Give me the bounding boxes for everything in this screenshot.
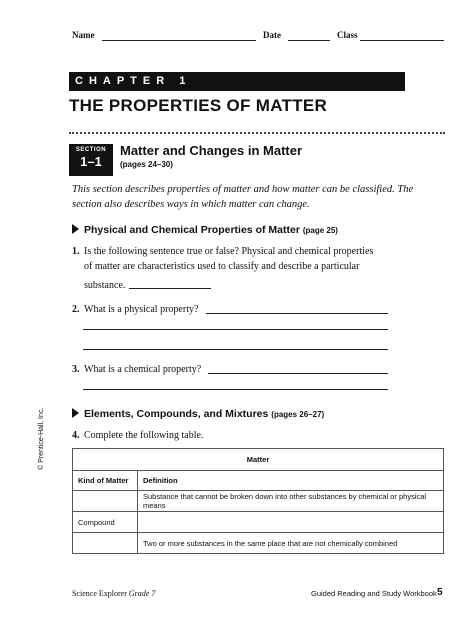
subhead-text: Elements, Compounds, and Mixtures xyxy=(84,408,269,420)
class-label: Class xyxy=(337,30,358,40)
chapter-title: THE PROPERTIES OF MATTER xyxy=(69,96,328,115)
copyright-note: © Prentice-Hall, Inc. xyxy=(38,407,45,470)
question-1-number: 1. xyxy=(72,246,80,257)
question-2-number: 2. xyxy=(72,304,80,315)
dotted-divider xyxy=(69,132,445,134)
subhead-pages: (page 25) xyxy=(302,226,338,235)
question-1-text-end: substance. xyxy=(84,280,126,291)
question-2-answer-line-2[interactable] xyxy=(83,329,388,330)
subhead-physical-chemical xyxy=(72,224,338,236)
section-pages: (pages 24–30) xyxy=(120,160,173,169)
table-title: Matter xyxy=(73,449,444,471)
section-intro: This section describes properties of matter and how matter can be classified. The section also describes ways in which matter can change. xyxy=(72,184,414,210)
section-badge xyxy=(69,144,113,176)
definition-cell[interactable]: Two or more substances in the same place that are not chemically combined xyxy=(138,533,444,554)
table-row xyxy=(73,512,444,533)
kind-cell[interactable] xyxy=(73,491,138,512)
footer-right: Guided Reading and Study Workbook xyxy=(311,589,437,598)
question-2-text: What is a physical property? xyxy=(84,304,199,315)
triangle-bullet-icon xyxy=(72,224,79,234)
definition-cell[interactable] xyxy=(138,512,444,533)
page-number: 5 xyxy=(437,587,443,598)
question-3-answer-line-2[interactable] xyxy=(83,389,388,390)
table-row xyxy=(73,533,444,554)
question-2-answer-line-1[interactable] xyxy=(206,313,388,314)
date-label: Date xyxy=(263,30,281,40)
class-field[interactable] xyxy=(360,40,444,41)
section-badge-number: 1–1 xyxy=(80,154,102,169)
chapter-banner: CHAPTER 1 xyxy=(69,72,405,91)
question-4-text: Complete the following table. xyxy=(84,430,204,441)
section-badge-label: SECTION xyxy=(75,147,107,153)
question-1-text: Is the following sentence true or false? Physical and chemical properties of matter are characteristics used to classify and describe a particular xyxy=(84,246,374,272)
question-4-number: 4. xyxy=(72,430,80,441)
matter-table xyxy=(72,448,444,554)
section-title: Matter and Changes in Matter xyxy=(120,143,303,158)
question-3-text: What is a chemical property? xyxy=(84,364,202,375)
question-3-number: 3. xyxy=(72,364,80,375)
triangle-bullet-icon xyxy=(72,408,79,418)
subhead-pages: (pages 26–27) xyxy=(271,410,325,419)
definition-cell[interactable]: Substance that cannot be broken down into other substances by chemical or physical means xyxy=(138,491,444,512)
footer-left: Science Explorer Grade 7 xyxy=(72,589,156,598)
name-field[interactable] xyxy=(102,40,256,41)
name-label: Name xyxy=(72,30,95,40)
table-row xyxy=(73,491,444,512)
column-header-kind: Kind of Matter xyxy=(73,471,138,491)
question-3-answer-line-1[interactable] xyxy=(208,373,388,374)
kind-cell[interactable]: Compound xyxy=(73,512,138,533)
subhead-elements-compounds xyxy=(72,408,324,420)
date-field[interactable] xyxy=(288,40,330,41)
question-2-answer-line-3[interactable] xyxy=(83,349,388,350)
question-1-answer-line[interactable] xyxy=(129,288,211,289)
subhead-text: Physical and Chemical Properties of Matter xyxy=(84,224,300,236)
column-header-definition: Definition xyxy=(138,471,444,491)
kind-cell[interactable] xyxy=(73,533,138,554)
